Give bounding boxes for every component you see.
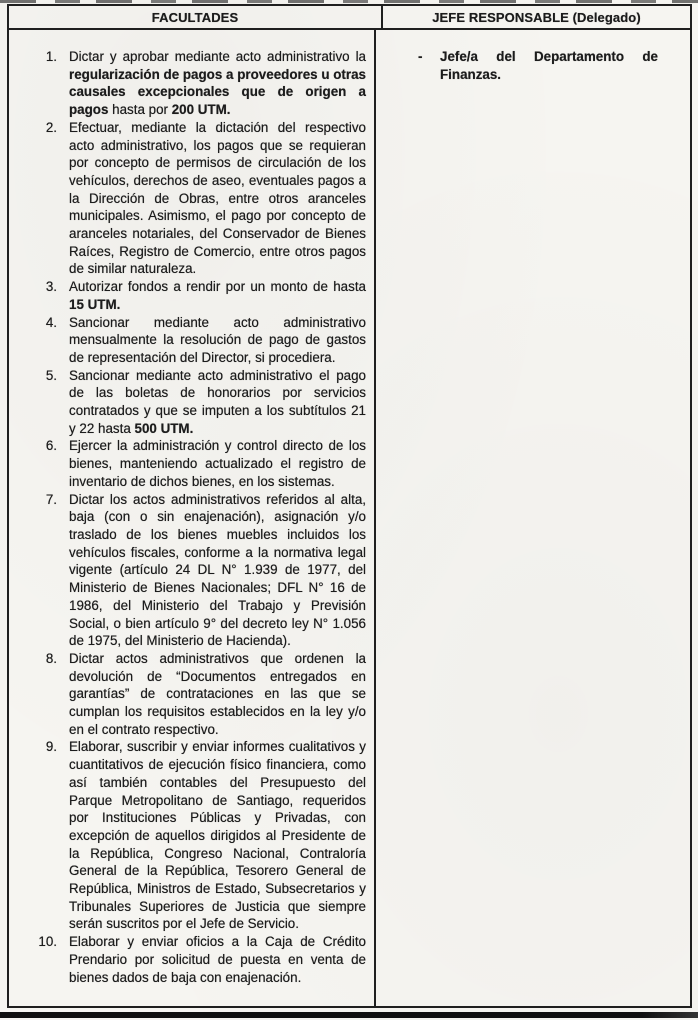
- list-item: [29, 933, 366, 986]
- item-text: Autorizar fondos a rendir por un monto de hasta 15 UTM.: [69, 279, 366, 312]
- item-number: 2.: [45, 119, 57, 135]
- responsable-cell: [376, 30, 690, 1006]
- item-text: Dictar y aprobar mediante acto administrativo la regularización de pagos a proveedores u otras causales excepcionales que de origen a pagos hasta por 200 UTM.: [69, 49, 366, 118]
- item-number: 10.: [38, 934, 57, 950]
- item-number: 7.: [45, 491, 57, 507]
- list-item: [29, 48, 366, 119]
- item-text: Dictar los actos administrativos referidos al alta, baja (con o sin enajenación), asignación y/o traslado de los bienes muebles incluidos los vehículos fiscales, conforme a la normativa legal vigente (artículo 24 DL N° 1.939 de 1977, del Ministerio de Bienes Nacionales; DFL N° 16 de 1986, del Ministerio del Trabajo y Previsión Social, o bien artículo 9° del decreto ley N° 1.056 de 1975, del Ministerio de Hacienda).: [69, 491, 366, 649]
- scan-noise-top: [0, 0, 698, 3]
- item-text: Ejercer la administración y control directo de los bienes, manteniendo actualizado el registro de inventario de dichos bienes, en los sistemas.: [69, 438, 366, 489]
- item-number: 5.: [45, 367, 57, 383]
- list-item: [29, 650, 366, 739]
- facultades-list: [29, 48, 366, 986]
- scan-noise-bottom: [0, 1012, 698, 1018]
- item-text: Sancionar mediante acto administrativo mensualmente la resolución de pago de gastos de representación del Director, si procediera.: [69, 314, 366, 365]
- item-text: Dictar actos administrativos que ordenen la devolución de “Documentos entregados en garantías” de contrataciones en las que se cumplan los requisitos establecidos en la ley y/o en el contrato respectivo.: [69, 650, 366, 737]
- list-item: [29, 314, 366, 367]
- item-number: 1.: [45, 49, 57, 64]
- item-number: 6.: [45, 438, 57, 454]
- list-item: [29, 367, 366, 438]
- item-text: Elaborar y enviar oficios a la Caja de Crédito Prendario por solicitud de puesta en venta de bienes dados de baja con enajenación.: [69, 934, 366, 985]
- table-body-row: [9, 30, 690, 1006]
- responsable-item: [418, 48, 658, 83]
- item-number: 8.: [45, 650, 57, 666]
- column-header-jefe-responsable: JEFE RESPONSABLE (Delegado): [432, 10, 641, 25]
- bullet-dash: -: [418, 49, 423, 64]
- list-item: [29, 738, 366, 933]
- delegation-table: [7, 4, 692, 1008]
- item-number: 4.: [45, 314, 57, 330]
- item-text: Elaborar, suscribir y enviar informes cualitativos y cuantitativos de ejecución físico financiera, como así también contables del Presupuesto del Parque Metropolitano de Santiago, requeridos por Instituciones Públicas y Privadas, con excepción de aquellos dirigidos al Presidente de la República, Congreso Nacional, Contraloría General de la República, Tesorero General de República, Ministros de Estado, Subsecretarios y Tribunales Superiores de Justicia que siempre serán suscritos por el Jefe de Servicio.: [69, 739, 366, 932]
- item-text: Efectuar, mediante la dictación del respectivo acto administrativo, los pagos que se requieran por concepto de permisos de circulación de los vehículos, derechos de aseo, eventuales pagos a la Dirección de Obras, entre otros aranceles municipales. Asimismo, el pago por concepto de aranceles notariales, del Conservador de Bienes Raíces, Registro de Comercio, entre otros pagos de similar naturaleza.: [69, 119, 366, 277]
- list-item: [29, 437, 366, 490]
- table-header-row: [9, 6, 690, 30]
- item-text: Sancionar mediante acto administrativo el pago de las boletas de honorarios por servicios contratados y que se imputen a los subtítulos 21 y 22 hasta 500 UTM.: [69, 367, 366, 436]
- item-number: 3.: [45, 279, 57, 295]
- list-item: [29, 119, 366, 278]
- list-item: [29, 491, 366, 650]
- column-header-facultades: FACULTADES: [9, 6, 383, 28]
- facultades-cell: [9, 30, 376, 1006]
- responsable-text: Jefe/a del Departamento de Finanzas.: [440, 49, 658, 82]
- list-item: [29, 278, 366, 313]
- item-number: 9.: [45, 739, 57, 755]
